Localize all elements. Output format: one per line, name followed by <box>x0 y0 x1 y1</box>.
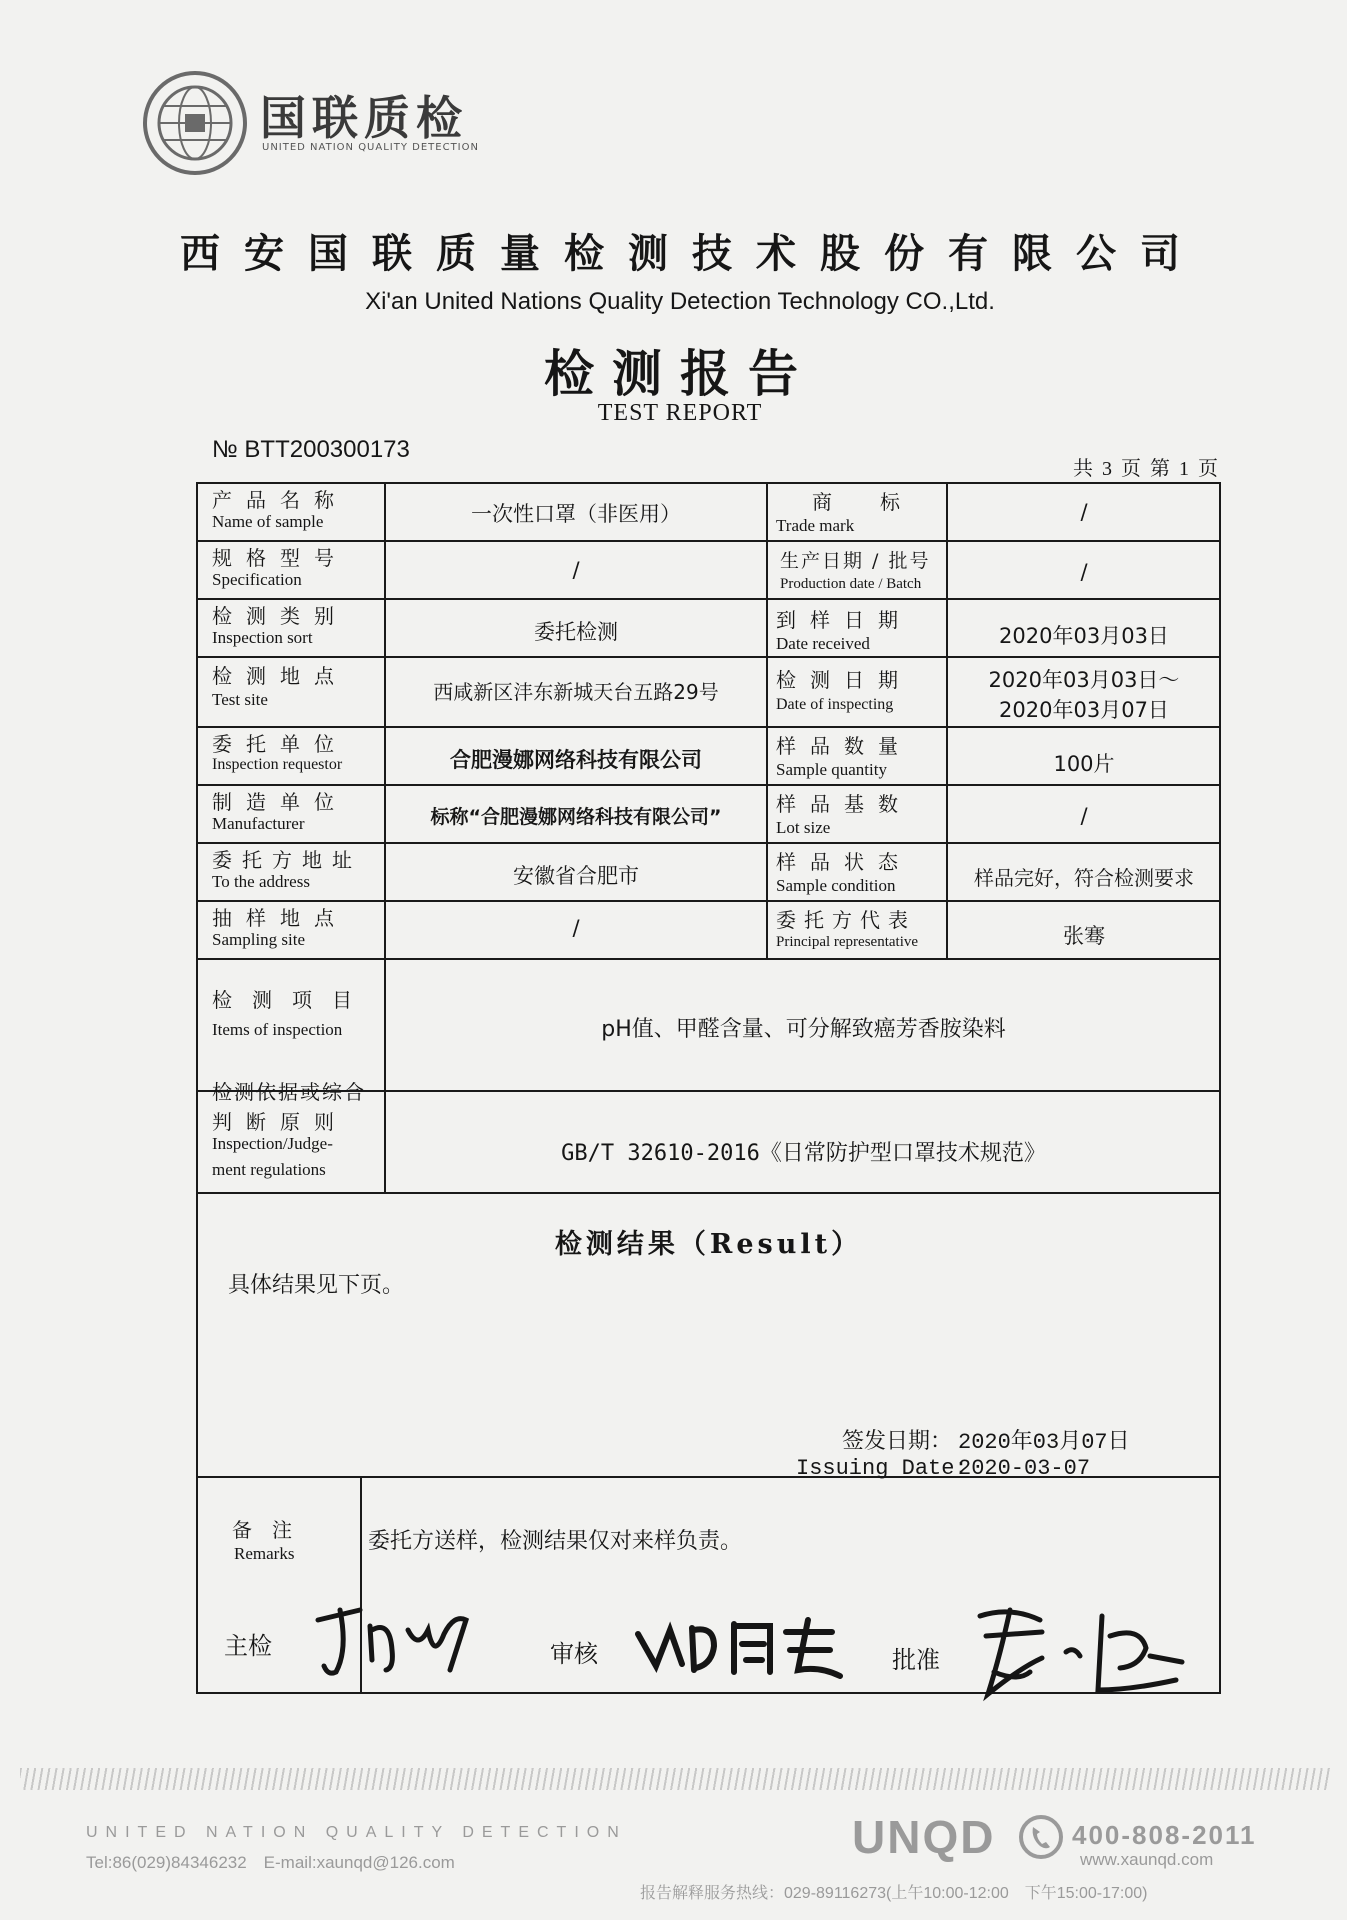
label-inspection-sort-cn: 检测类别 <box>212 604 348 628</box>
value-date-inspecting-start: 2020年03月03日～ <box>988 668 1180 692</box>
result-heading: 检测结果（Result） <box>554 1229 863 1260</box>
issue-date-en-label: Issuing Date: <box>796 1456 968 1481</box>
label-specification-cn: 规格型号 <box>212 546 348 570</box>
label-lot-size-en: Lot size <box>776 818 831 837</box>
label-specification-en: Specification <box>212 570 302 589</box>
value-date-received: 2020年03月03日 <box>999 624 1169 648</box>
footer-contact: Tel:86(029)84346232 E-mail:xaunqd@126.com <box>86 1853 455 1872</box>
label-basis-en-2: ment regulations <box>212 1160 326 1179</box>
value-sample-name: 一次性口罩（非医用） <box>471 502 681 526</box>
value-principal: 张骞 <box>1063 924 1105 948</box>
remarks-label-cn: 备注 <box>232 1518 312 1542</box>
label-sample-condition-cn: 样品状态 <box>776 850 912 874</box>
result-text: 具体结果见下页。 <box>228 1273 405 1298</box>
footer-org-en: UNITED NATION QUALITY DETECTION <box>86 1824 627 1841</box>
footer-hotline: 400-808-2011 <box>1072 1820 1257 1850</box>
label-sample-condition-en: Sample condition <box>776 876 896 895</box>
logo-text-cn: 国联质检 <box>260 91 468 145</box>
label-items-en: Items of inspection <box>212 1020 343 1039</box>
label-address-cn: 委托方地址 <box>212 848 362 872</box>
label-sample-quantity-cn: 样品数量 <box>776 734 912 758</box>
label-date-inspecting-cn: 检测日期 <box>776 668 912 692</box>
label-trade-mark-cn: 商 标 <box>812 490 914 514</box>
label-trade-mark-en: Trade mark <box>776 516 855 535</box>
value-date-inspecting-end: 2020年03月07日 <box>999 698 1169 722</box>
value-manufacturer: 标称“合肥漫娜网络科技有限公司” <box>430 806 722 828</box>
approver-signature <box>970 1596 1200 1706</box>
label-basis-cn-2: 判断原则 <box>212 1110 348 1134</box>
value-basis: GB/T 32610-2016《日常防护型口罩技术规范》 <box>561 1141 1046 1166</box>
label-sample-name-en: Name of sample <box>212 512 324 531</box>
label-requestor-cn: 委托单位 <box>212 732 348 756</box>
value-lot-size: / <box>1080 804 1088 828</box>
value-test-site: 西咸新区沣东新城天台五路29号 <box>433 680 719 704</box>
company-name-cn: 西安国联质量检测技术股份有限公司 <box>180 230 1204 277</box>
label-date-inspecting-en: Date of inspecting <box>776 696 894 713</box>
value-trade-mark: / <box>1080 500 1088 524</box>
page-info: 共 3 页 第 1 页 <box>1073 458 1220 480</box>
report-number: № BTT200300173 <box>212 436 410 463</box>
globe-seal-icon <box>140 68 250 178</box>
remarks-value: 委托方送样，检测结果仅对来样负责。 <box>368 1529 743 1554</box>
report-title-en: TEST REPORT <box>597 400 763 426</box>
label-production-date-cn: 生产日期 / 批号 <box>780 550 931 572</box>
label-sample-name-cn: 产品名称 <box>212 488 348 512</box>
value-specification: / <box>572 558 580 582</box>
remarks-label-en: Remarks <box>234 1544 295 1563</box>
value-sample-condition: 样品完好，符合检测要求 <box>974 866 1194 890</box>
company-name-en: Xi'an United Nations Quality Detection Technology CO.,Ltd. <box>365 288 995 315</box>
value-sample-quantity: 100片 <box>1053 752 1115 776</box>
label-sampling-site-cn: 抽样地点 <box>212 906 348 930</box>
value-requestor: 合肥漫娜网络科技有限公司 <box>450 748 702 772</box>
label-test-site-cn: 检测地点 <box>212 664 348 688</box>
issue-date-cn: 2020年03月07日 <box>958 1430 1130 1455</box>
footer-brand: UNQD <box>852 1811 996 1863</box>
label-production-date-en: Production date / Batch <box>780 576 922 592</box>
value-sampling-site: / <box>572 916 580 940</box>
label-basis-cn-1: 检测依据或综合 <box>212 1080 366 1104</box>
inspector-label: 主检 <box>224 1632 272 1660</box>
label-address-en: To the address <box>212 872 310 891</box>
label-requestor-en: Inspection requestor <box>212 756 343 773</box>
label-lot-size-cn: 样品基数 <box>776 792 912 816</box>
value-items: pH值、甲醛含量、可分解致癌芳香胺染料 <box>601 1017 1006 1042</box>
label-manufacturer-cn: 制造单位 <box>212 790 348 814</box>
label-basis-en-1: Inspection/Judge- <box>212 1134 333 1153</box>
report-title-cn: 检测报告 <box>544 344 816 403</box>
value-production-date: / <box>1080 560 1088 584</box>
value-inspection-sort: 委托检测 <box>534 620 618 644</box>
label-principal-en: Principal representative <box>776 934 919 950</box>
label-date-received-cn: 到样日期 <box>776 608 912 632</box>
reviewer-signature <box>630 1604 850 1684</box>
approver-label: 批准 <box>892 1646 940 1674</box>
footer-hatch-band <box>20 1768 1330 1790</box>
phone-icon <box>1018 1814 1064 1860</box>
label-date-received-en: Date received <box>776 634 870 653</box>
label-inspection-sort-en: Inspection sort <box>212 628 313 647</box>
logo-text-en: UNITED NATION QUALITY DETECTION <box>262 142 479 153</box>
value-address: 安徽省合肥市 <box>513 864 639 888</box>
issue-date-cn-label: 签发日期： <box>842 1430 953 1455</box>
label-sampling-site-en: Sampling site <box>212 930 306 949</box>
reviewer-label: 审核 <box>550 1640 598 1668</box>
label-items-cn: 检测项目 <box>212 988 372 1012</box>
footer-service-line: 报告解释服务热线：029-89116273(上午10:00-12:00 下午15:00-17:00) <box>640 1885 1148 1902</box>
label-sample-quantity-en: Sample quantity <box>776 760 887 779</box>
inspector-signature <box>300 1590 500 1680</box>
label-manufacturer-en: Manufacturer <box>212 814 305 833</box>
label-test-site-en: Test site <box>212 690 268 709</box>
issue-date-en: 2020-03-07 <box>958 1456 1091 1481</box>
footer-website: www.xaunqd.com <box>1080 1850 1214 1869</box>
label-principal-cn: 委托方代表 <box>776 908 916 932</box>
